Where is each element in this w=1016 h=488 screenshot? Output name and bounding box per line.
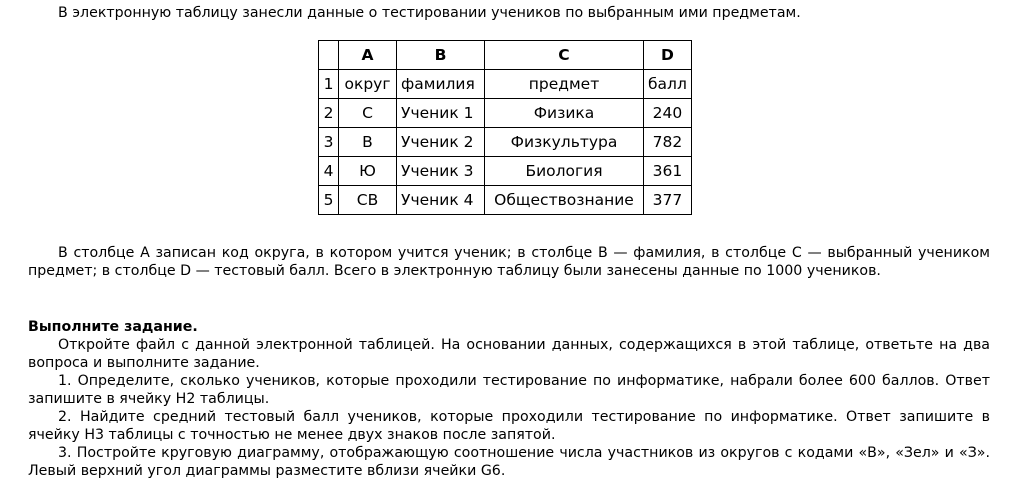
task-item-2: 2. Найдите средний тестовый балл учеников, которые проходили тестирование по информатике. Ответ запишите в ячейку H3 таблицы с точностью не менее двух знаков после запятой. xyxy=(28,409,990,443)
cell-surname: Ученик 2 xyxy=(397,128,485,157)
cell-district: В xyxy=(339,128,397,157)
cell-surname: Ученик 4 xyxy=(397,186,485,215)
corner-cell xyxy=(319,41,339,70)
row-number: 2 xyxy=(319,99,339,128)
table-row xyxy=(319,186,692,215)
table-row xyxy=(319,70,692,99)
cell-district: С xyxy=(339,99,397,128)
description-paragraph: В столбце A записан код округа, в котором учится ученик; в столбце B — фамилия, в столбце C — выбранный учеником предмет; в столбце D — тестовый балл. Всего в электронную таблицу были занесены данные по 1000 учеников. xyxy=(28,245,990,279)
cell-score: 240 xyxy=(644,99,692,128)
cell-subject: Физкультура xyxy=(485,128,644,157)
table-row xyxy=(319,128,692,157)
task-list xyxy=(28,336,990,480)
task-item-3: 3. Постройте круговую диаграмму, отображающую соотношение числа участников из округов с кодами «В», «Зел» и «З». Левый верхний угол диаграммы разместите вблизи ячейки G6. xyxy=(28,445,990,479)
cell-surname: Ученик 3 xyxy=(397,157,485,186)
table-row xyxy=(319,99,692,128)
cell-score: 782 xyxy=(644,128,692,157)
cell-score: балл xyxy=(644,70,692,99)
cell-district: СВ xyxy=(339,186,397,215)
cell-surname: Ученик 1 xyxy=(397,99,485,128)
cell-score: 377 xyxy=(644,186,692,215)
row-number: 1 xyxy=(319,70,339,99)
intro-text: В электронную таблицу занесли данные о тестировании учеников по выбранным ими предметам. xyxy=(58,5,801,21)
column-header-d: D xyxy=(644,41,692,70)
task-intro: Откройте файл с данной электронной таблицей. На основании данных, содержащихся в этой таблице, ответьте на два вопроса и выполните задание. xyxy=(28,337,990,371)
table-row xyxy=(319,157,692,186)
cell-score: 361 xyxy=(644,157,692,186)
cell-subject: Биология xyxy=(485,157,644,186)
cell-subject: Обществознание xyxy=(485,186,644,215)
row-number: 3 xyxy=(319,128,339,157)
column-header-a: A xyxy=(339,41,397,70)
cell-district: округ xyxy=(339,70,397,99)
spreadsheet-table xyxy=(318,40,692,215)
cell-surname: фамилия xyxy=(397,70,485,99)
column-header-c: C xyxy=(485,41,644,70)
cell-district: Ю xyxy=(339,157,397,186)
task-heading: Выполните задание. xyxy=(28,319,198,335)
cell-subject: предмет xyxy=(485,70,644,99)
task-item-1: 1. Определите, сколько учеников, которые проходили тестирование по информатике, набрали более 600 баллов. Ответ запишите в ячейку H2 таблицы. xyxy=(28,373,990,407)
cell-subject: Физика xyxy=(485,99,644,128)
column-header-b: B xyxy=(397,41,485,70)
row-number: 4 xyxy=(319,157,339,186)
row-number: 5 xyxy=(319,186,339,215)
table-header-row xyxy=(319,41,692,70)
